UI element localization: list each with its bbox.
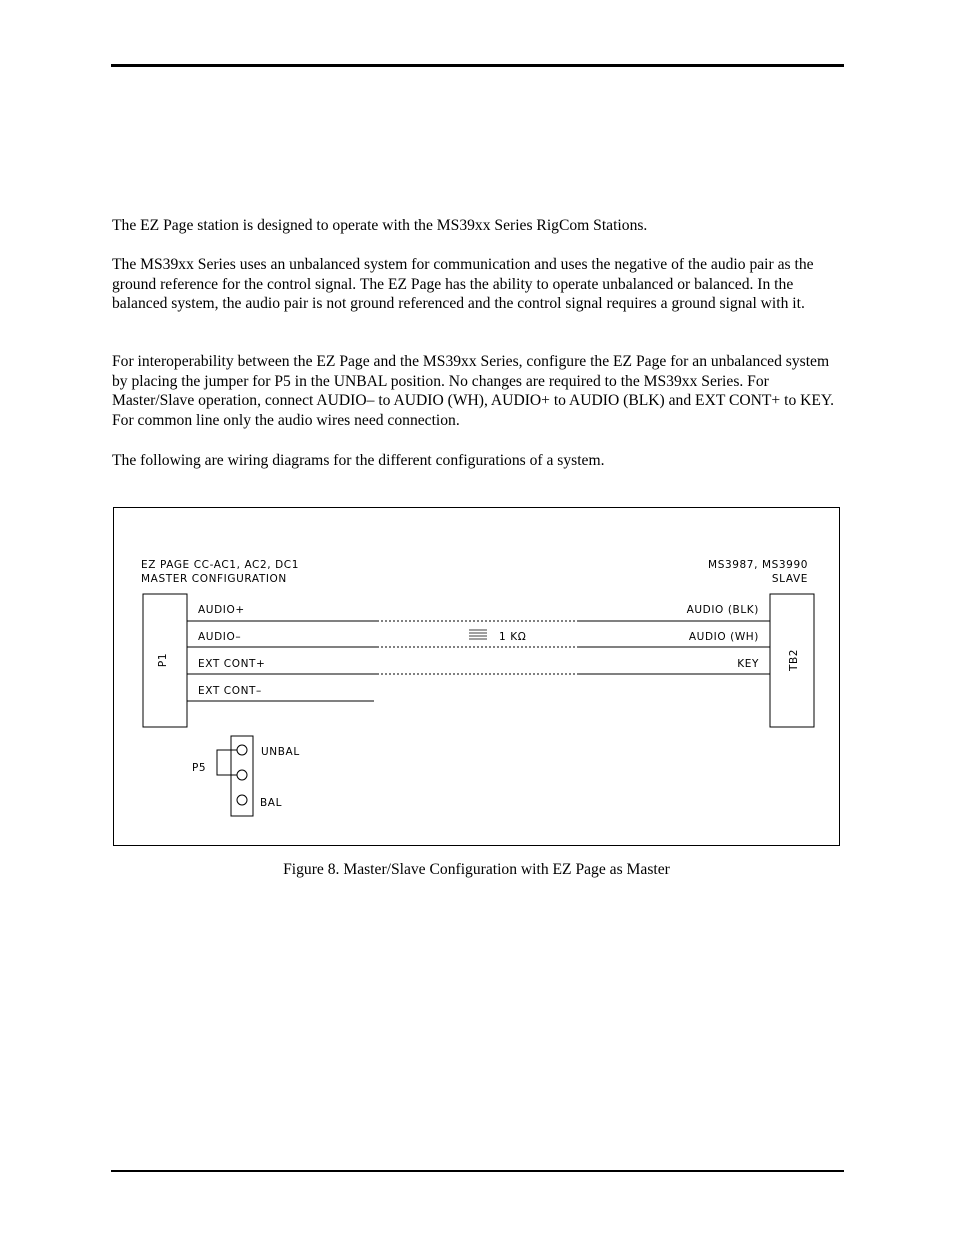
jumper-pin-3 [237,795,247,805]
paragraph-unbalanced-system: The MS39xx Series uses an unbalanced system for communication and uses the negative of the audio pair as the ground reference for the control signal. The EZ Page has the ability to operate unbalanced or balanced. In the balanced system, the audio pair is not ground referenced and the control signal requires a ground signal with it. [112,256,814,313]
paragraph-wiring-intro: The following are wiring diagrams for the different configurations of a system. [112,452,605,469]
paragraph-interoperability: For interoperability between the EZ Page and the MS39xx Series, configure the EZ Page for an unbalanced system by placing the jumper for P5 in the UNBAL position. No changes are required to the MS39xx Series. For Master/Slave operation, connect AUDIO– to AUDIO (WH), AUDIO+ to AUDIO (BLK) and EXT CONT+ to KEY. For common line only the audio wires need connection. [112,353,835,429]
jumper-position-bal: BAL [260,797,283,809]
resistor-label: 1 KΩ [499,631,527,643]
jumper-label: P5 [192,762,207,774]
master-title-line2: MASTER CONFIGURATION [141,573,287,585]
slave-title-line1: MS3987, MS3990 [708,559,808,571]
jumper-shunt [217,750,237,775]
jumper-pin-1 [237,745,247,755]
slave-terminal-audio-blk: AUDIO (BLK) [686,604,759,616]
master-title-line1: EZ PAGE CC-AC1, AC2, DC1 [141,559,300,571]
paragraph-intro: The EZ Page station is designed to operate with the MS39xx Series RigCom Stations. [112,217,648,234]
slave-title-line2: SLAVE [771,573,808,585]
footer-rule [111,1170,844,1172]
resistor-icon [469,630,487,639]
jumper-pin-2 [237,770,247,780]
slave-connector-label: TB2 [788,648,800,672]
master-terminal-audio-plus: AUDIO+ [198,604,245,616]
master-terminal-ext-cont-plus: EXT CONT+ [198,658,266,670]
slave-terminal-audio-wh: AUDIO (WH) [688,631,759,643]
wiring-diagram-figure [113,507,840,846]
master-connector-label: P1 [157,652,169,668]
slave-terminal-key: KEY [737,658,759,670]
figure-caption: Figure 8. Master/Slave Configuration with EZ Page as Master [283,861,670,878]
jumper-block [231,736,253,816]
master-terminal-ext-cont-minus: EXT CONT– [198,685,262,697]
header-rule [111,64,844,67]
wiring-diagram [114,508,841,847]
jumper-position-unbal: UNBAL [261,746,300,758]
master-terminal-audio-minus: AUDIO– [198,631,242,643]
